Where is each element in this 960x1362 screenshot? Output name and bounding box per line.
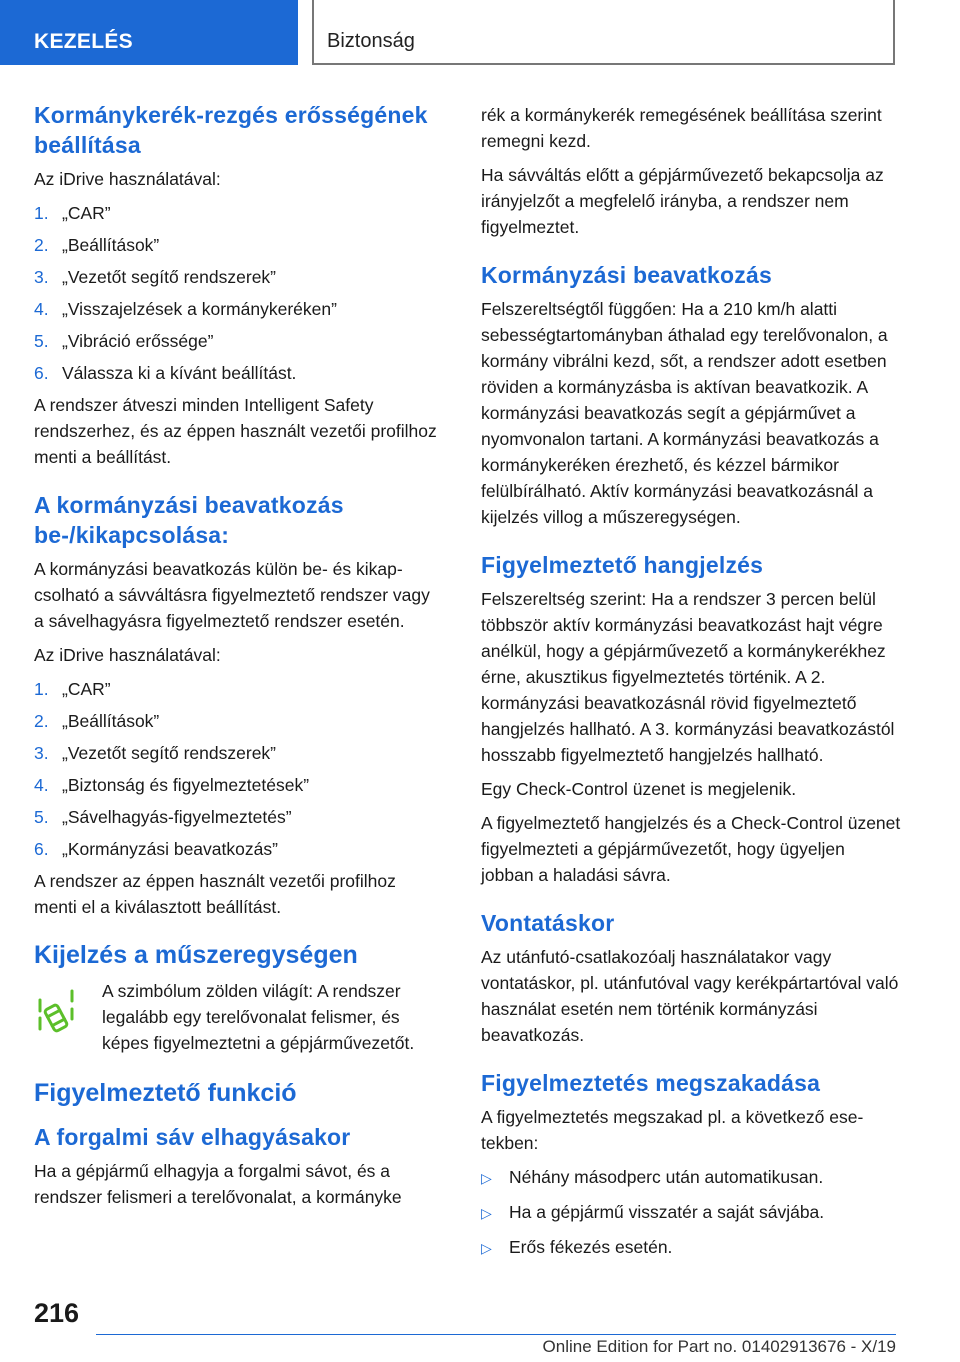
paragraph: Felszereltség szerint: Ha a rendszer 3 percen belül többször aktív kormányzási beavatkozást hajt végre anélkül, hogy a gépjárművezető a kormánykerékhez érne, akusztikus figyelmeztetés történik. A 2. kormányzási beavatkozásnál rövid figyelmeztető hangjelzés hallható. A 3. kormányzási beavatkozástól hosszabb figyelmeztető hangjelzés hallható. [481,589,895,765]
heading-warning-function: Figyelmeztető funkció [34,1079,297,1107]
paragraph: rék a kormánykerék remegésének beállítása szerint remegni kezd. [481,105,882,151]
heading-warning-sound: Figyelmeztető hangjelzés [481,552,764,578]
page-number: 216 [34,1298,80,1328]
list-item: 2. „Beállítások” [34,711,160,731]
paragraph: Az iDrive használatával: [34,169,221,189]
section-title: KEZELÉS [34,30,133,53]
heading-towing: Vontatáskor [481,910,615,936]
list-item: 1. „CAR” [34,203,111,223]
paragraph: Az iDrive használatával: [34,645,221,665]
paragraph: Ha a gépjármű elhagyja a forgalmi sávot, és a rendszer felismeri a terelővonalat, a kormányke [34,1161,402,1207]
heading-warning-interruption: Figyelmeztetés megszakadása [481,1070,821,1096]
footer-edition: Online Edition for Part no. 01402913676 - X/19 [542,1337,896,1356]
heading-instrument-display: Kijelzés a műszeregységen [34,941,358,969]
list-item: 5. „Vibráció erőssége” [34,331,214,351]
paragraph: Egy Check-Control üzenet is megjelenik. [481,779,797,799]
paragraph: Az utánfutó-csatlakozóalj használatakor vagy vontatáskor, pl. utánfutóval vagy kerékpártartóval való használat esetén nem történik kormányzási beavatkozás. [481,947,899,1045]
paragraph: A kormányzási beavatkozás külön be- és kikapcsolható a sávváltásra figyelmeztető rendszer vagy a sávelhagyásra figyelmeztető rendszer esetén. [34,559,430,631]
paragraph: A rendszer átveszi minden Intelligent Safety rendszerhez, és az éppen használt vezetői profilhoz menti a beállítást. [34,395,437,467]
list-item: 4. „Visszajelzések a kormánykeréken” [34,299,337,319]
list-item: ▷ Ha a gépjármű visszatér a saját sávjába. [481,1199,901,1226]
heading-lane-departure: A forgalmi sáv elhagyásakor [34,1124,351,1150]
list-item: 1. „CAR” [34,679,111,699]
footer-divider [96,1334,896,1335]
list-item: 5. „Sávelhagyás-figyelmeztetés” [34,807,292,827]
right-column [481,102,901,1269]
triangle-bullet-icon: ▷ [481,1240,492,1256]
list-item: ▷ Néhány másodperc után automatikusan. [481,1164,901,1191]
list-item: ▷ Erős fékezés esetén. [481,1234,901,1261]
list-item: 6. „Kormányzási beavatkozás” [34,839,278,859]
paragraph: A figyelmeztetés megszakad pl. a következő esetekben: [481,1107,864,1153]
chapter-header [312,0,895,65]
symbol-row [34,978,442,1056]
paragraph: A rendszer az éppen használt vezetői profilhoz menti el a kiválasztott beállítást. [34,871,396,917]
heading-steering-intervention-toggle: A kormányzási beavatkozás be-/kikapcsolása: [34,492,344,548]
list-item: 3. „Vezetőt segítő rendszerek” [34,743,276,763]
list-item: 3. „Vezetőt segítő rendszerek” [34,267,276,287]
symbol-description: A szimbólum zölden világít: A rendszer legalább egy terelővonalat felismer, és képes figyelmeztetni a gépjárművezetőt. [102,981,415,1053]
triangle-bullet-icon: ▷ [481,1170,492,1186]
triangle-bullet-icon: ▷ [481,1205,492,1221]
lane-departure-warning-icon [34,978,102,1056]
chapter-title: Biztonság [327,30,415,52]
paragraph: Felszereltségtől függően: Ha a 210 km/h alatti sebességtartományban áthalad egy terelővonalon, a kormány vibrálni kezd, sőt, a rendszer adott esetben röviden a kormányzásba is aktívan beavatkozik. A kormányzási beavatkozás segít a gépjárművet a nyomvonalon tartani. A kormányzási beavatkozás a kormánykeréken érezhető, és kézzel bármikor felülbírálható. Aktív kormányzási beavatkozásnál a kijelzés villog a műszeregységen. [481,299,888,527]
paragraph: A figyelmeztető hangjelzés és a Check-Control üzenet figyelmezteti a gépjárművezetőt, hogy ügyeljen jobban a haladási sávra. [481,813,901,885]
left-column [34,100,442,1218]
interruption-list [481,1164,901,1261]
list-item: 6. Válassza ki a kívánt beállítást. [34,363,297,383]
steps-list-vibration [34,200,442,386]
list-item: 2. „Beállítások” [34,235,160,255]
section-header [0,0,298,65]
heading-vibration-strength: Kormánykerék-rezgés erősségének beállítása [34,102,428,158]
paragraph: Ha sávváltás előtt a gépjárművezető bekapcsolja az irányjelzőt a megfelelő irányba, a rendszer nem figyelmeztet. [481,165,884,237]
list-item: 4. „Biztonság és figyelmeztetések” [34,775,310,795]
heading-steering-intervention: Kormányzási beavatkozás [481,262,772,288]
steps-list-intervention [34,676,442,862]
